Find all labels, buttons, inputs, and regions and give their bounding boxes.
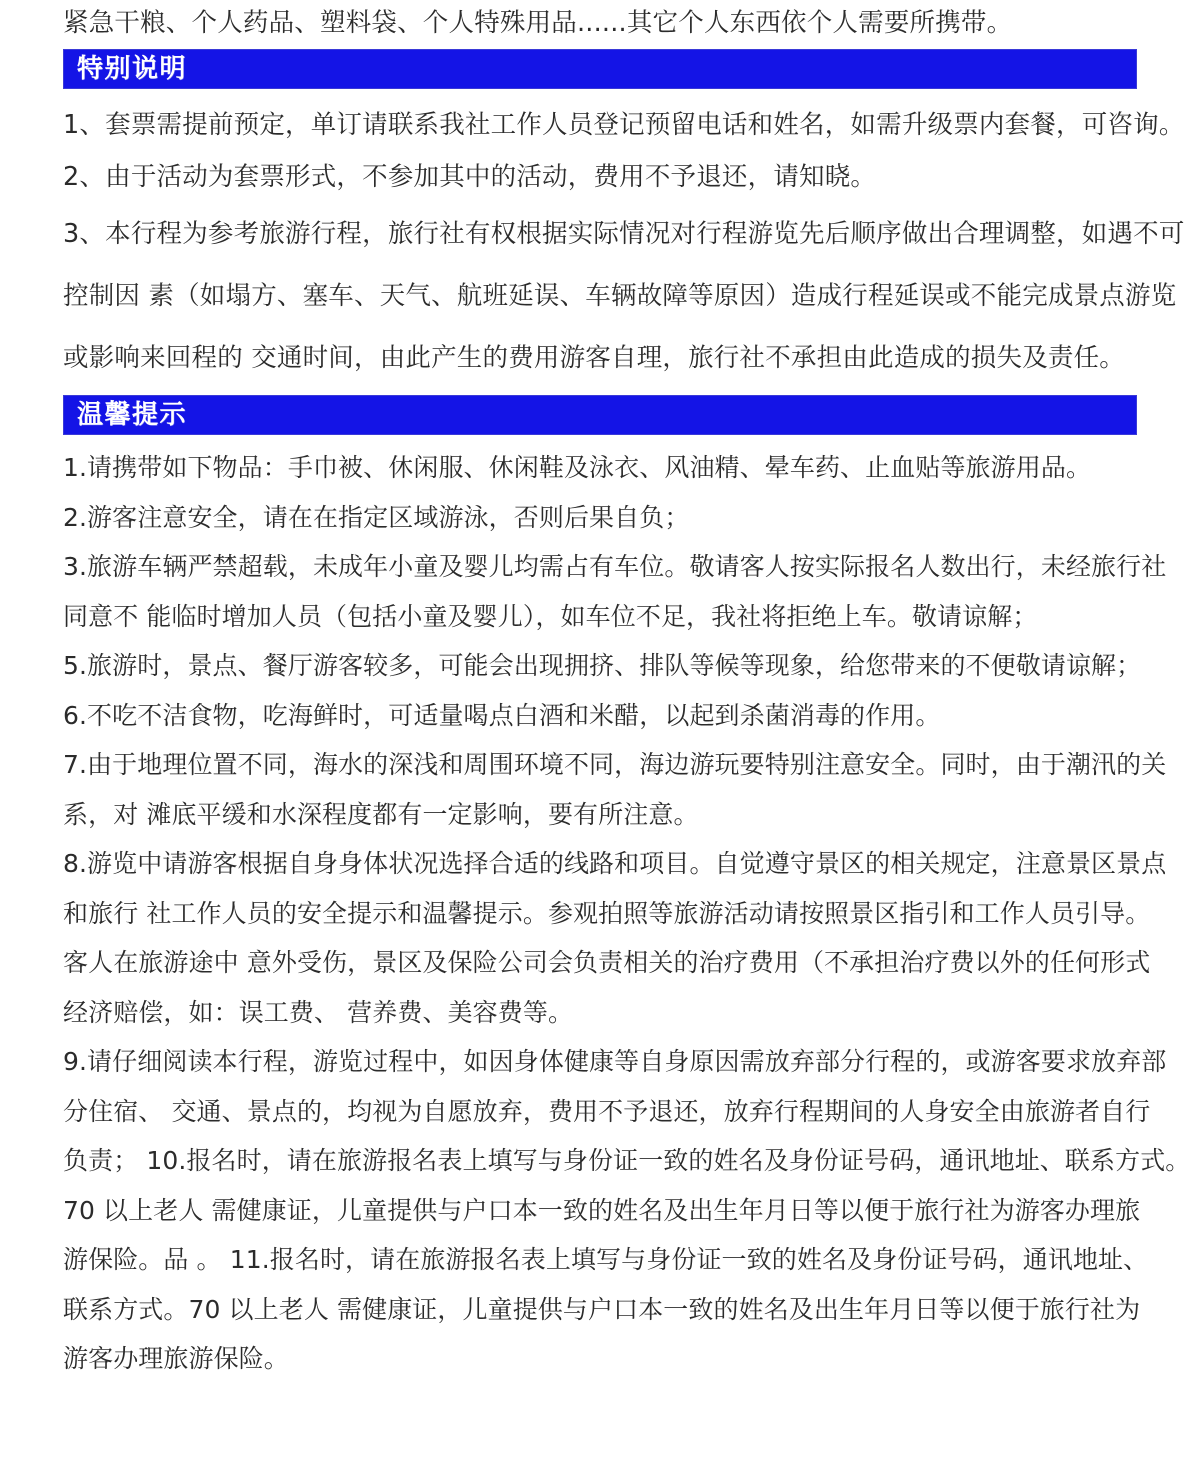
warm-tips-item-9-line-3: 负责； 10.报名时，请在旅游报名表上填写与身份证一致的姓名及身份证号码，通讯地址、联系方式。 — [63, 1146, 1191, 1175]
section-header-special-notice-label: 特别说明 — [77, 54, 188, 84]
special-notice-item-3-line-1: 3、本行程为参考旅游行程，旅行社有权根据实际情况对行程游览先后顺序做出合理调整，如遇不可 — [63, 219, 1185, 249]
warm-tips-item-3-line-1: 3.旅游车辆严禁超载，未成年小童及婴儿均需占有车位。敬请客人按实际报名人数出行，未经旅行社 — [63, 552, 1167, 581]
special-notice-item-2-line-1: 2、由于活动为套票形式，不参加其中的活动，费用不予退还，请知晓。 — [63, 162, 877, 192]
special-notice-item-1-line-1: 1、套票需提前预定，单订请联系我社工作人员登记预留电话和姓名，如需升级票内套餐，可咨询。 — [63, 110, 1185, 140]
warm-tips-item-9-line-5: 游保险。品 。 11.报名时，请在旅游报名表上填写与身份证一致的姓名及身份证号码，通讯地址、 — [63, 1245, 1149, 1274]
warm-tips-item-9-line-6: 联系方式。70 以上老人 需健康证，儿童提供与户口本一致的姓名及出生年月日等以便于旅行社为 — [63, 1294, 1141, 1324]
warm-tips-item-9-line-1: 9.请仔细阅读本行程，游览过程中，如因身体健康等自身原因需放弃部分行程的，或游客要求放弃部 — [63, 1047, 1167, 1076]
warm-tips-item-9-line-2: 分住宿、 交通、景点的，均视为自愿放弃，费用不予退还，放弃行程期间的人身安全由旅游者自行 — [63, 1096, 1151, 1126]
warm-tips-item-2-line-1: 2.游客注意安全，请在在指定区域游泳，否则后果自负； — [63, 502, 690, 532]
section-header-special-notice — [63, 49, 1137, 89]
warm-tips-item-7-line-2: 系，对 滩底平缓和水深程度都有一定影响，要有所注意。 — [63, 799, 699, 829]
warm-tips-item-3-line-2: 同意不 能临时增加人员（包括小童及婴儿），如车位不足，我社将拒绝上车。敬请谅解； — [63, 601, 1038, 631]
special-notice-item-3-line-3: 或影响来回程的 交通时间，由此产生的费用游客自理，旅行社不承担由此造成的损失及责任。 — [63, 343, 1126, 373]
warm-tips-item-5-line-1: 5.旅游时，景点、餐厅游客较多，可能会出现拥挤、排队等候等现象，给您带来的不便敬请谅解； — [63, 651, 1142, 680]
warm-tips-item-8-line-1: 8.游览中请游客根据自身身体状况选择合适的线路和项目。自觉遵守景区的相关规定，注意景区景点 — [63, 849, 1167, 878]
warm-tips-item-9-line-7: 游客办理旅游保险。 — [63, 1344, 289, 1373]
warm-tips-item-9-line-4: 70 以上老人 需健康证，儿童提供与户口本一致的姓名及出生年月日等以便于旅行社为游客办理旅 — [63, 1195, 1141, 1225]
warm-tips-item-1-line-1: 1.请携带如下物品：手巾被、休闲服、休闲鞋及泳衣、风油精、晕车药、止血贴等旅游用品。 — [63, 453, 1092, 482]
warm-tips-item-6-line-1: 6.不吃不洁食物，吃海鲜时，可适量喝点白酒和米醋，以起到杀菌消毒的作用。 — [63, 700, 941, 730]
special-notice-body — [63, 99, 1185, 389]
intro-continuation-line: 紧急干粮、个人药品、塑料袋、个人特殊用品......其它个人东西依个人需要所携带。 — [63, 8, 1013, 38]
warm-tips-item-8-line-2: 和旅行 社工作人员的安全提示和温馨提示。参观拍照等旅游活动请按照景区指引和工作人员引导。 — [63, 898, 1151, 928]
warm-tips-item-8-line-4: 经济赔偿，如：误工费、 营养费、美容费等。 — [63, 997, 574, 1027]
special-notice-item-3-line-2: 控制因 素（如塌方、塞车、天气、航班延误、车辆故障等原因）造成行程延误或不能完成景点游览 — [63, 281, 1177, 311]
section-header-warm-tips — [63, 395, 1137, 435]
section-header-warm-tips-label: 温馨提示 — [77, 400, 188, 430]
warm-tips-item-7-line-1: 7.由于地理位置不同，海水的深浅和周围环境不同，海边游玩要特别注意安全。同时，由于潮汛的关 — [63, 750, 1167, 779]
warm-tips-body — [63, 443, 1191, 1384]
warm-tips-item-8-line-3: 客人在旅游途中 意外受伤，景区及保险公司会负责相关的治疗费用（不承担治疗费以外的任何形式 — [63, 948, 1151, 977]
